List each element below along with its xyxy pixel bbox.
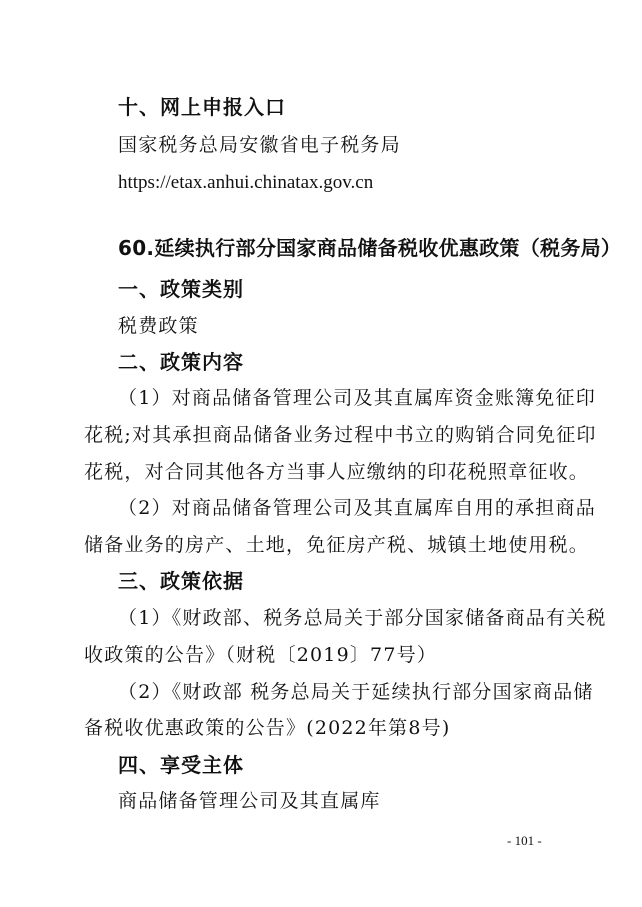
section-heading-policy-category: 一、政策类别 bbox=[118, 277, 244, 301]
section-heading-beneficiary: 四、享受主体 bbox=[118, 753, 244, 777]
policy-content-line: （1）对商品储备管理公司及其直属库资金账簿免征印 bbox=[118, 387, 596, 409]
policy-content-line: 花税，对合同其他各方当事人应缴纳的印花税照章征收。 bbox=[84, 461, 590, 483]
policy-content-line: （2）对商品储备管理公司及其直属库自用的承担商品 bbox=[118, 497, 596, 519]
policy-basis-line: （1）《财政部、税务总局关于部分国家储备商品有关税 bbox=[118, 607, 607, 629]
tax-bureau-url[interactable]: https://etax.anhui.chinatax.gov.cn bbox=[118, 172, 374, 193]
section-heading-online-filing: 十、网上申报入口 bbox=[118, 95, 286, 119]
section-heading-policy-content: 二、政策内容 bbox=[118, 350, 244, 374]
tax-bureau-site-name: 国家税务总局安徽省电子税务局 bbox=[118, 134, 401, 156]
policy-category-value: 税费政策 bbox=[118, 315, 199, 337]
policy-content-line: 储备业务的房产、土地，免征房产税、城镇土地使用税。 bbox=[84, 534, 590, 556]
page-number: - 101 - bbox=[507, 833, 542, 848]
policy-content-line: 花税;对其承担商品储备业务过程中书立的购销合同免征印 bbox=[84, 424, 597, 446]
policy-basis-line: 备税收优惠政策的公告》(2022年第8号) bbox=[84, 717, 451, 739]
policy-basis-line: （2）《财政部 税务总局关于延续执行部分国家商品储 bbox=[118, 681, 594, 703]
policy-basis-line: 收政策的公告》（财税〔2019〕77号） bbox=[84, 644, 438, 666]
beneficiary-value: 商品储备管理公司及其直属库 bbox=[118, 790, 381, 812]
section-heading-policy-basis: 三、政策依据 bbox=[118, 569, 244, 593]
policy-title: 60.延续执行部分国家商品储备税收优惠政策（税务局） bbox=[118, 236, 622, 260]
